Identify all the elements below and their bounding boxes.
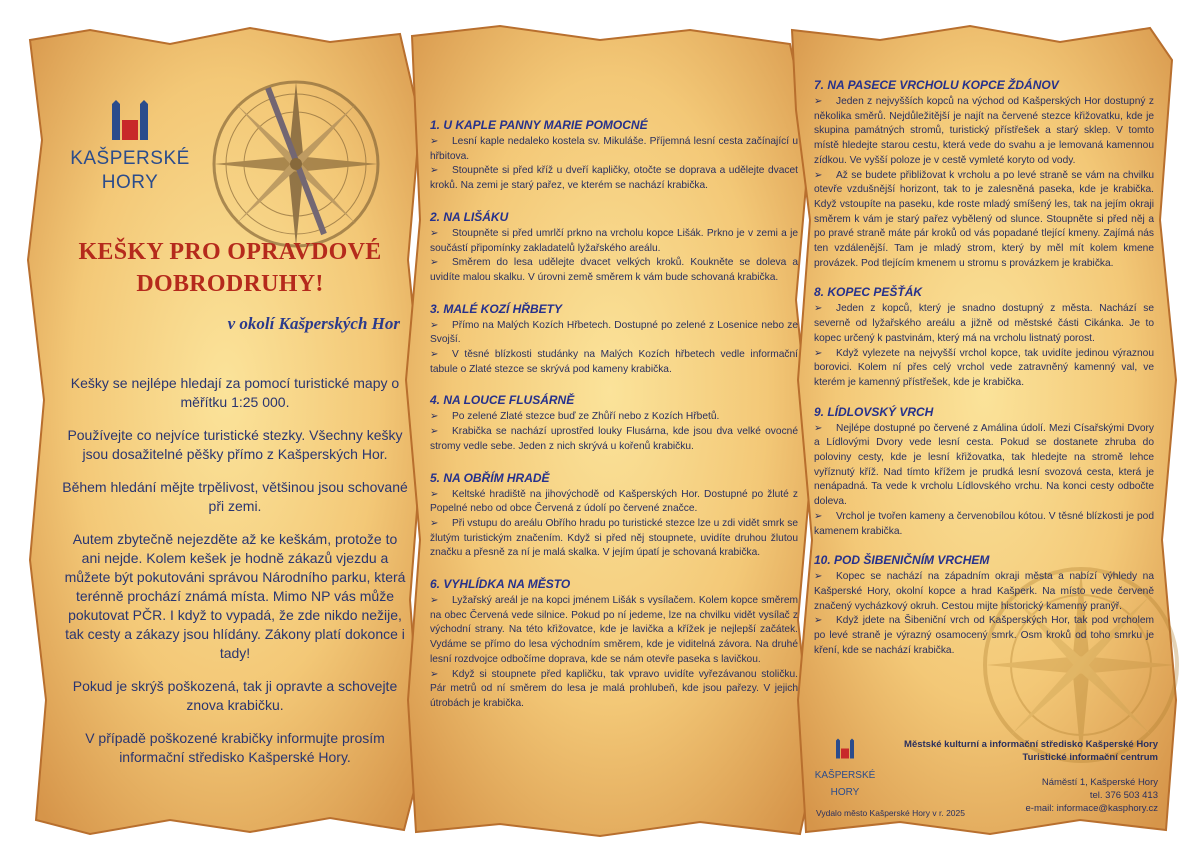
- town-crest-icon: [831, 738, 859, 760]
- cache-paragraph: ➢ Směrem do lesa udělejte dvacet velkých kroků. Koukněte se doleva a uvidíte malou skalku. V úrovni země směrem k vám bude schovaná krabička.: [430, 257, 798, 283]
- cache-title: 3. MALÉ KOZÍ HŘBETY: [430, 301, 563, 316]
- cache-paragraph: ➢ Lyžařský areál je na kopci jménem Lišák s vysílačem. Kolem kopce směrem na obec Červená vede silnice. Pokud po ní jedeme, lze na chvilku vidět vysílač z východní strany. Na této křižovatce, kde je lavička a křížek je nejlepší začátek. Vydáme se přímo do lesa východním směrem, kde je viditelná závora. Na druhé lesní rozdvojce odbočíme doprava, kde se nám otevře paseka s lavičkou.: [430, 595, 798, 665]
- cache-title: 10. POD ŠIBENIČNÍM VRCHEM: [814, 553, 990, 568]
- cache-paragraph: ➢ Kopec se nachází na západním okraji města a nabízí výhledy na Kašperské Hory, okolní kopce a hrad Kašperk. Na místo vede červeně značený vycházkový okruh. Cestou mijte historický kamenný pranýř.: [814, 571, 1154, 612]
- cache-paragraph: ➢ Po zelené Zlaté stezce buď ze Zhůří nebo z Kozích Hřbetů.: [430, 410, 798, 425]
- arrow-bullet-icon: ➢: [814, 303, 823, 315]
- arrow-bullet-icon: ➢: [430, 488, 439, 500]
- cache-2: [430, 210, 798, 286]
- cache-paragraph: ➢ Při vstupu do areálu Obřího hradu po turistické stezce lze u zdi vidět smrk se žlutým turistickým značením. Když si před něj stoupnete, uvidíte druhou žlutou značku a přesně za ní je malá skalka. V jejím úpatí je schovaná krabička.: [430, 517, 798, 559]
- town-crest-icon: [102, 100, 158, 142]
- cache-8: [814, 285, 1154, 390]
- cache-paragraph: ➢ Když jdete na Šibeniční vrch od Kašperských Hor, tak pod vrcholem po levé straně je výrazný osamocený smrk. Osm kroků od toho smrku je kření, kde se nachází krabička.: [814, 615, 1154, 656]
- cache-paragraph: ➢ Krabička se nachází uprostřed louky Flusárna, kde jsou dva velké ovocné stromy vedle sebe. Jeden z nich skrývá u kořenů krabičku.: [430, 426, 798, 452]
- arrow-bullet-icon: ➢: [430, 426, 439, 438]
- compass-rose-decoration: [206, 74, 386, 254]
- org-name: Městské kulturní a informační středisko Kašperské Hory: [904, 739, 1158, 750]
- cache-7: [814, 78, 1154, 271]
- email: e-mail: informace@kasphory.cz: [1025, 803, 1158, 814]
- cache-6: [430, 577, 798, 712]
- cache-paragraph: ➢ Lesní kaple nedaleko kostela sv. Mikuláše. Příjemná lesní cesta začínající u hřbitova.: [430, 136, 798, 162]
- cache-9: [814, 405, 1154, 540]
- cache-1: [430, 118, 798, 194]
- phone: tel. 376 503 413: [1089, 790, 1158, 801]
- cache-4: [430, 393, 798, 454]
- footer-organization: [904, 738, 1158, 764]
- cache-5: [430, 471, 798, 562]
- cache-title: 7. NA PASECE VRCHOLU KOPCE ŽDÁNOV: [814, 78, 1059, 92]
- logo-line2: HORY: [101, 172, 159, 193]
- cache-paragraph: ➢ Jeden z nejvyšších kopců na východ od Kašperských Hor dostupný z několika směrů. Nejdůležitější je najít na červené stezce křižovatku, kde je skupina památných stromů, turistický přístřešek a starý sklep. V tomto místě hledejte starou cestu, která vede do svahu a je lemovaná kamennou zídkou. Ve vyšší poloze je v cestě vymleté koryto od vody.: [814, 96, 1154, 166]
- footer-logo-line1: KAŠPERSKÉ: [814, 770, 876, 781]
- arrow-bullet-icon: ➢: [814, 510, 823, 522]
- arrow-bullet-icon: ➢: [814, 571, 823, 583]
- arrow-bullet-icon: ➢: [430, 257, 439, 269]
- intro-paragraph: Používejte co nejvíce turistické stezky. Všechny kešky jsou dosažitelné pěšky přímo z Kašperských Hor.: [67, 427, 403, 462]
- title-line2: DOBRODRUHY!: [136, 271, 324, 297]
- town-logo: [60, 100, 200, 195]
- cache-paragraph: ➢ Stoupněte si před umrlčí prkno na vrcholu kopce Lišák. Prkno je v zemi a je součástí připomínky zakladatelů lyžařského areálu.: [430, 227, 798, 254]
- org-subname: Turistické informační centrum: [1022, 752, 1158, 763]
- caches-column-right: [814, 78, 1154, 673]
- cache-title: 9. LÍDLOVSKÝ VRCH: [814, 404, 934, 419]
- cache-title: 5. NA OBŘÍM HRADĚ: [430, 470, 550, 485]
- cache-paragraph: ➢ Stoupněte si před kříž u dveří kapličky, otočte se doprava a udělejte dvacet kroků. Na zemi je starý pařez, ve kterém se nachází krabička.: [430, 165, 798, 192]
- arrow-bullet-icon: ➢: [814, 347, 823, 359]
- cache-paragraph: ➢ V těsné blízkosti studánky na Malých Kozích hřbetech vedle informační tabule o Zlaté stezce se skrývá pod kameny krabička.: [430, 349, 798, 375]
- intro-paragraph: Během hledání mějte trpělivost, většinou jsou schované při zemi.: [62, 479, 408, 514]
- address: Náměstí 1, Kašperské Hory: [1041, 777, 1158, 788]
- arrow-bullet-icon: ➢: [430, 517, 439, 529]
- cache-paragraph: ➢ Nejlépe dostupné po červené z Amálina údolí. Mezi Císařskými Dvory a Lídlovými Dvory vede lesní cesta. Pokud se dostanete zhruba do poloviny cesty, kde je lesní křižovatka, tak hledejte na stromě lehce vyříznutý kříž. Nad tímto křížem je prudká lesní svozová cesta, která je nenápadná. Ta vede k vrcholu Lídlovského vrchu. Na konci cesty odbočte doleva.: [814, 422, 1154, 508]
- arrow-bullet-icon: ➢: [430, 595, 439, 607]
- footer-logo: [812, 738, 878, 799]
- arrow-bullet-icon: ➢: [430, 668, 439, 680]
- footer-contact: [1026, 776, 1158, 815]
- intro-paragraph: Kešky se nejlépe hledají za pomocí turistické mapy o měřítku 1:25 000.: [70, 375, 400, 410]
- page-title: [40, 236, 420, 300]
- cache-title: 6. VYHLÍDKA NA MĚSTO: [430, 577, 571, 592]
- cache-title: 2. NA LIŠÁKU: [430, 209, 509, 224]
- cache-paragraph: ➢ Přímo na Malých Kozích Hřbetech. Dostupné po zelené z Losenice nebo ze Svojší.: [430, 319, 798, 346]
- cache-paragraph: ➢ Když si stoupnete před kapličku, tak vpravo uvidíte vyřezávanou stoličku. Pár metrů od ní směrem do lesa je malá prohlubeň, kde jsou pařezy. V jejich útrobách je krabička.: [430, 668, 798, 709]
- publisher-note: Vydalo město Kašperské Hory v r. 2025: [816, 808, 965, 818]
- arrow-bullet-icon: ➢: [430, 136, 439, 147]
- cache-paragraph: ➢ Jeden z kopců, který je snadno dostupný z města. Nachází se severně od lyžařského areálu a jižně od městské části Cikánka. Je to kopec určený k pastvinám, který má na vrcholu listnatý porost.: [814, 303, 1154, 344]
- intro-text: [62, 374, 408, 781]
- footer: [812, 728, 1158, 824]
- intro-paragraph: V případě poškozené krabičky informujte prosím informační středisko Kašperské Hory.: [85, 730, 385, 765]
- caches-column-middle: [430, 118, 798, 728]
- arrow-bullet-icon: ➢: [814, 169, 823, 181]
- cache-paragraph: ➢ Keltské hradiště na jihovýchodě od Kašperských Hor. Dostupné po žluté z Popelné nebo od obce Červená z údolí po červené značce.: [430, 488, 798, 515]
- page-subtitle: v okolí Kašperských Hor: [227, 314, 400, 333]
- cache-10: [814, 553, 1154, 658]
- cache-3: [430, 302, 798, 378]
- title-line1: KEŠKY PRO OPRAVDOVÉ: [78, 239, 382, 265]
- cache-title: 8. KOPEC PEŠŤÁK: [814, 285, 923, 300]
- cache-paragraph: ➢ Až se budete přibližovat k vrcholu a po levé straně se vám na chvilku otevře vzdušnější horizont, tak to je zalesněná paseka, kde je krabička. Když vstoupíte na paseku, kde roste mladý smíšený les, tak na jejím okraji směrem k vám je starý pařez vybělený od slunce. Stoupněte si před něj a po pravé straně máte pár kroků od vás popadané tlející kmeny. Zajímá nás ten vzdálenější. Tam je mladý strom, který by měl mít kolem kmene provázek. Pod tlejícím kmenem u stromu s provázkem je krabička.: [814, 169, 1154, 269]
- intro-paragraph: Pokud je skrýš poškozená, tak ji opravte a schovejte znova krabičku.: [72, 678, 398, 713]
- arrow-bullet-icon: ➢: [430, 411, 439, 423]
- cache-paragraph: ➢ Vrchol je tvořen kameny a červenobílou kótou. V těsné blízkosti je pod kamenem krabička.: [814, 510, 1154, 537]
- logo-line1: KAŠPERSKÉ: [70, 148, 190, 169]
- arrow-bullet-icon: ➢: [814, 422, 823, 434]
- arrow-bullet-icon: ➢: [430, 165, 439, 177]
- arrow-bullet-icon: ➢: [430, 349, 439, 361]
- footer-logo-line2: HORY: [830, 787, 860, 798]
- intro-paragraph: Autem zbytečně nejezděte až ke keškám, protože to ani nejde. Kolem kešek je hodně zákazů vjezdu a můžete být pokutováni správou Národního parku, která terénně prochází známá místa. Mimo NP vás může pokutovat PČR. I když to vypadá, že zde nikdo nežije, tak cesty a zákazy jsou hlídány. Zákony platí dokonce i tady!: [64, 531, 406, 661]
- arrow-bullet-icon: ➢: [430, 319, 439, 331]
- arrow-bullet-icon: ➢: [430, 227, 439, 239]
- cache-title: 4. NA LOUCE FLUSÁRNĚ: [430, 393, 575, 408]
- cache-paragraph: ➢ Když vylezete na nejvyšší vrchol kopce, tak uvidíte jedinou výraznou borovici. Kolem ní přes celý vrchol vede zatravněný kamenný val, ve kterém je kamenný přístřešek, kde je krabička.: [814, 347, 1154, 388]
- arrow-bullet-icon: ➢: [814, 615, 823, 627]
- cache-title: 1. U KAPLE PANNY MARIE POMOCNÉ: [430, 118, 648, 132]
- arrow-bullet-icon: ➢: [814, 96, 823, 107]
